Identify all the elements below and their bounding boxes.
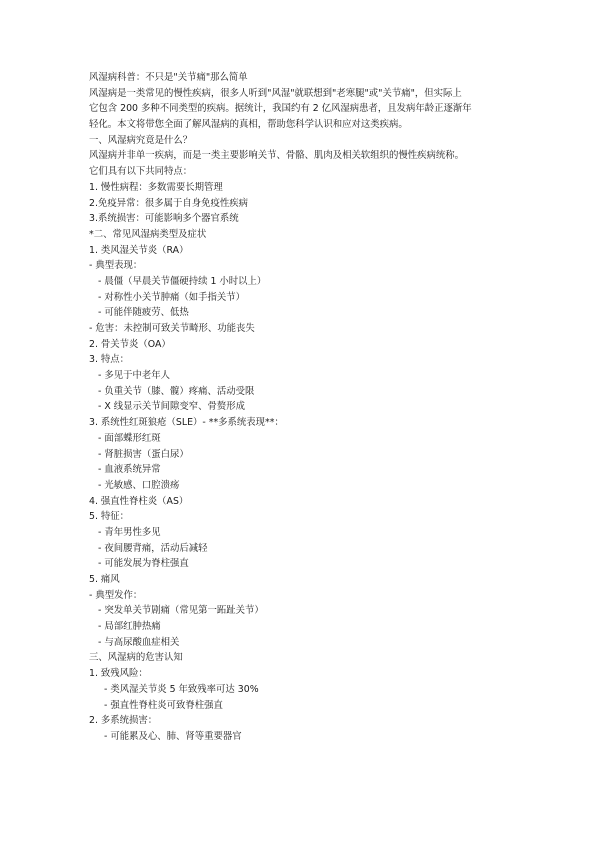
list-item: 1. 慢性病程：多数需要长期管理 xyxy=(89,181,223,193)
list-item: - 晨僵（早晨关节僵硬持续 1 小时以上） xyxy=(98,275,267,287)
list-label: 3. 特点： xyxy=(89,354,130,366)
subsection-title: 5. 痛风 xyxy=(89,574,120,585)
section-heading: *二、常见风湿病类型及症状 xyxy=(89,228,207,240)
list-item: - 可能累及心、肺、肾等重要器官 xyxy=(104,730,242,742)
list-item: - 突发单关节剧痛（常见第一跖趾关节） xyxy=(98,605,264,617)
subsection-title: 4. 强直性脊柱炎（AS） xyxy=(89,495,189,507)
intro-line: 轻化。本文将带您全面了解风湿病的真相，帮助您科学认识和应对这类疾病。 xyxy=(89,119,408,131)
section-heading: 一、风湿病究竟是什么？ xyxy=(89,134,193,146)
list-item: - 可能伴随疲劳、低热 xyxy=(98,307,189,319)
list-item: - 可能发展为脊柱强直 xyxy=(98,558,189,570)
list-item: - 与高尿酸血症相关 xyxy=(98,636,180,648)
list-item: - 局部红肿热痛 xyxy=(98,621,161,633)
list-item: - 类风湿关节炎 5 年致残率可达 30% xyxy=(104,683,259,695)
list-label: - 典型表现： xyxy=(89,260,143,272)
subsection-title: 1. 类风湿关节炎（RA） xyxy=(89,244,189,256)
list-item: - 面部蝶形红斑 xyxy=(98,432,161,444)
subsection-title: 3. 系统性红斑狼疮（SLE）- **多系统表现**： xyxy=(89,417,284,429)
section-heading: 三、风湿病的危害认知 xyxy=(89,652,183,664)
intro-line: 风湿病是一类常见的慢性疾病，很多人听到"风湿"就联想到"老寒腿"或"关节痛"，但实际上 xyxy=(89,87,462,99)
list-item: - 光敏感、口腔溃疡 xyxy=(98,479,180,491)
list-item: - 多见于中老年人 xyxy=(98,370,170,382)
subsection-title: 2. 骨关节炎（OA） xyxy=(89,338,171,350)
list-item: - X 线显示关节间隙变窄、骨赘形成 xyxy=(98,401,246,413)
list-label: - 典型发作： xyxy=(89,589,143,601)
list-item: - 负重关节（膝、髋）疼痛、活动受限 xyxy=(98,385,255,397)
list-item: 3.系统损害：可能影响多个器官系统 xyxy=(89,213,239,225)
list-label: - 危害：未控制可致关节畸形、功能丧失 xyxy=(89,323,255,334)
list-label: 5. 特征： xyxy=(89,511,130,523)
article-body xyxy=(89,70,519,745)
paragraph-line: 风湿病并非单一疾病，而是一类主要影响关节、骨骼、肌肉及相关软组织的慢性疾病统称。 xyxy=(89,150,465,162)
list-item: - 对称性小关节肿痛（如手指关节） xyxy=(98,291,245,303)
list-item: - 强直性脊柱炎可致脊柱强直 xyxy=(104,699,223,711)
article-title: 风湿病科普：不只是"关节痛"那么简单 xyxy=(89,72,248,83)
paragraph-line: 它们具有以下共同特点： xyxy=(89,166,193,178)
intro-line: 它包含 200 多种不同类型的疾病。据统计，我国约有 2 亿风湿病患者，且发病年龄正逐渐年 xyxy=(89,103,472,115)
list-item: - 青年男性多见 xyxy=(98,526,161,538)
subsection-title: 1. 致残风险： xyxy=(89,668,148,680)
subsection-title: 2. 多系统损害： xyxy=(89,715,158,727)
list-item: - 夜间腰背痛，活动后减轻 xyxy=(98,542,208,554)
list-item: - 血液系统异常 xyxy=(98,464,161,476)
list-item: 2.免疫异常：很多属于自身免疫性疾病 xyxy=(89,197,248,209)
list-item: - 肾脏损害（蛋白尿） xyxy=(98,448,189,460)
